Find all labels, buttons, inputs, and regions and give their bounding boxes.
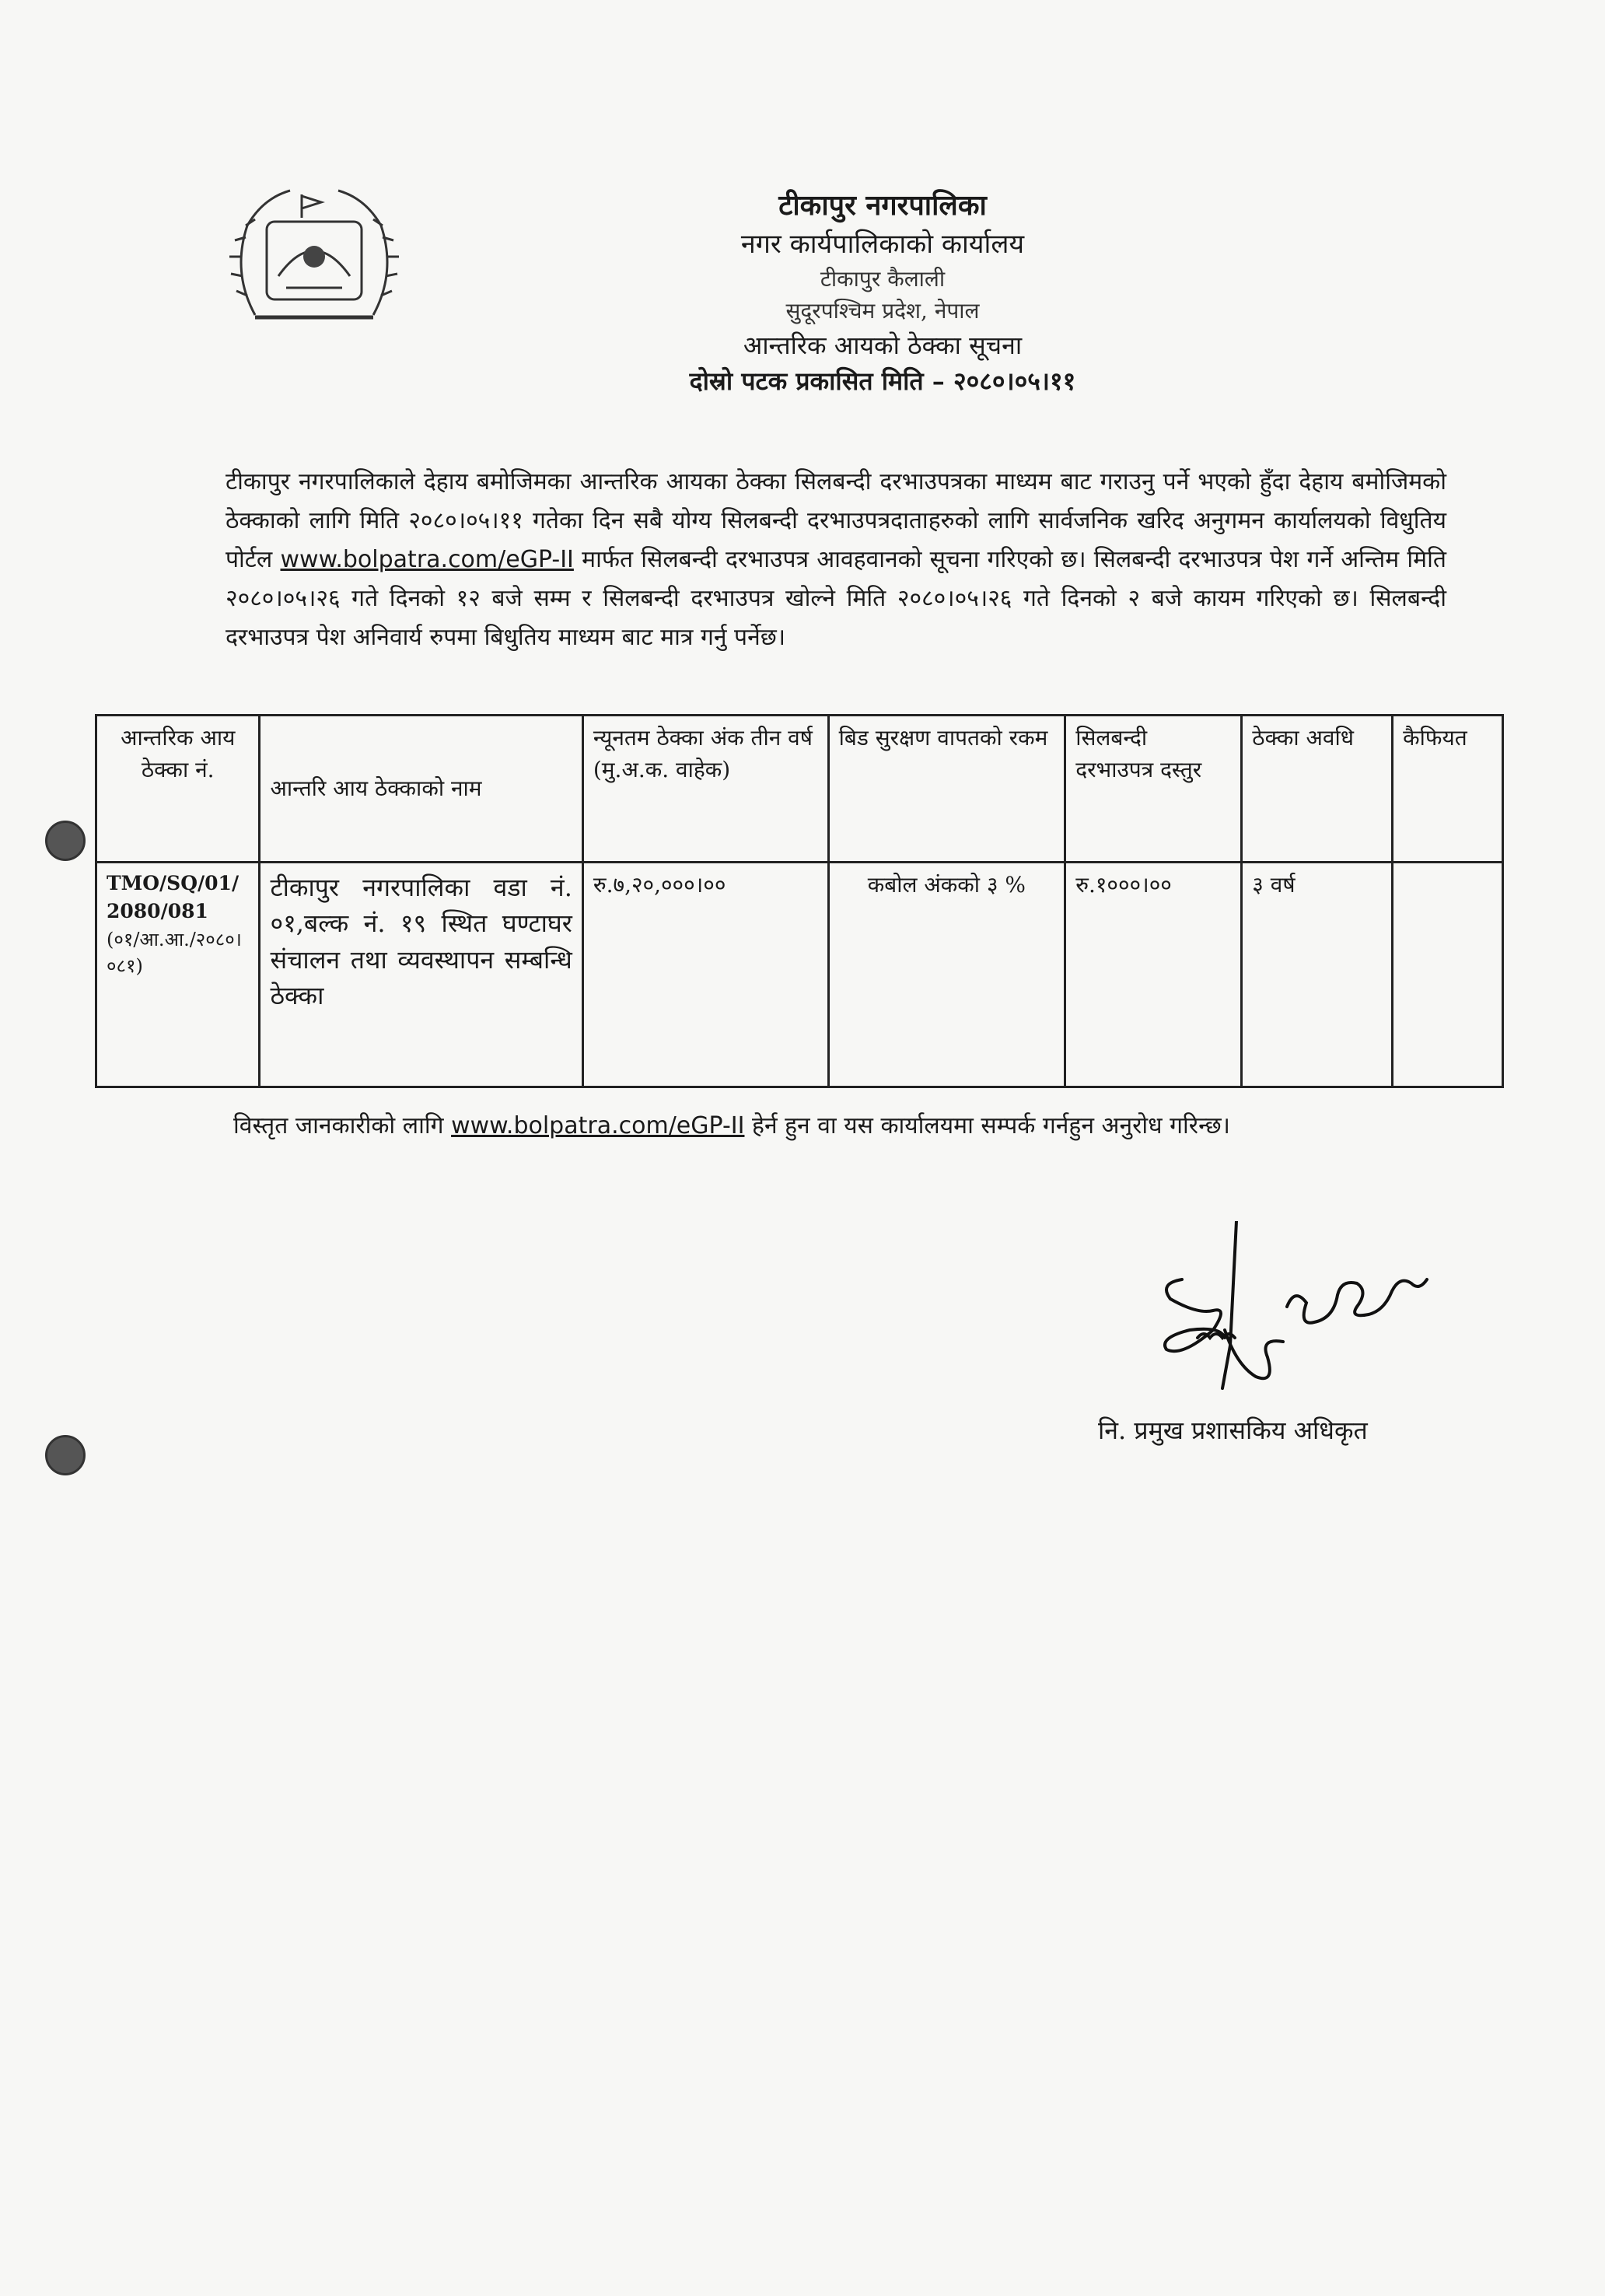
office-location: टीकापुर कैलाली bbox=[820, 266, 946, 292]
letterhead bbox=[435, 185, 1330, 399]
paragraph-part-1: टीकापुर नगरपालिकाले देहाय बमोजिमका आन्तरिक आयका ठेक्का सिलबन्दी दरभाउपत्रका माध्यम बाट गराउनु पर्ने भएको हुँदा देहाय बमोजिमको ठेक्काको लागि मिति २०८०।०५।११ गतेका दिन सबै योग्य सिलबन्दी दरभाउपत्रदाताहरुको लागि सार्वजनिक खरिद अनुगमन कार्यालयको विधुतिय पोर्टल bbox=[226, 468, 1446, 573]
cell-remarks bbox=[1393, 863, 1503, 1087]
punch-hole bbox=[45, 1435, 86, 1475]
header-contract-name: आन्तरि आय ठेक्काको नाम bbox=[260, 716, 582, 863]
header-duration: ठेक्का अवधि bbox=[1242, 716, 1393, 863]
cell-bid-security: कबोल अंकको ३ % bbox=[828, 863, 1065, 1087]
header-remarks: कैफियत bbox=[1393, 716, 1503, 863]
footer-suffix: हेर्न हुन वा यस कार्यालयमा सम्पर्क गर्नहुन अनुरोध गरिन्छ। bbox=[752, 1112, 1231, 1139]
notice-paragraph bbox=[226, 463, 1446, 657]
portal-link[interactable]: www.bolpatra.com/eGP-II bbox=[280, 546, 574, 573]
handwritten-signature bbox=[1151, 1221, 1462, 1408]
notice-title: आन्तरिक आयको ठेक्का सूचना bbox=[743, 330, 1023, 360]
municipality-emblem bbox=[224, 179, 404, 327]
signatory-title: नि. प्रमुख प्रशासकिय अधिकृत bbox=[1098, 1416, 1368, 1445]
cell-duration: ३ वर्ष bbox=[1242, 863, 1393, 1087]
cell-fee: रु.१०००।०० bbox=[1065, 863, 1242, 1087]
province-name: सुदूरपश्चिम प्रदेश, नेपाल bbox=[785, 298, 980, 324]
header-fee: सिलबन्दी दरभाउपत्र दस्तुर bbox=[1065, 716, 1242, 863]
cell-min-amount: रु.७,२०,०००।०० bbox=[582, 863, 828, 1087]
footer-note bbox=[233, 1108, 1446, 1140]
cell-contract-no bbox=[96, 863, 260, 1087]
header-min-amount: न्यूनतम ठेक्का अंक तीन वर्ष (मु.अ.क. वाहेक) bbox=[582, 716, 828, 863]
municipality-name: टीकापुर नगरपालिका bbox=[778, 189, 987, 222]
table-row bbox=[96, 863, 1503, 1087]
contract-ref-code: TMO/SQ/01/2080/081 bbox=[107, 872, 240, 923]
paragraph-part-2: मार्फत सिलबन्दी दरभाउपत्र आवहवानको सूचना गरिएको छ। सिलबन्दी दरभाउपत्र पेश गर्ने अन्तिम मिति २०८०।०५।२६ गते दिनको १२ बजे सम्म र सिलबन्दी दरभाउपत्र खोल्ने मिति २०८०।०५।२६ गते दिनको २ बजे कायम गरिएको छ। सिलबन्दी दरभाउपत्र पेश अनिवार्य रुपमा बिधुतिय माध्यम बाट मात्र गर्नु पर्नेछ। bbox=[226, 546, 1446, 651]
publish-date: दोस्रो पटक प्रकासित मिति – २०८०।०५।११ bbox=[689, 366, 1076, 397]
footer-prefix: विस्तृत जानकारीको लागि bbox=[233, 1112, 444, 1139]
header-contract-no: आन्तरिक आय ठेक्का नं. bbox=[96, 716, 260, 863]
table-header-row bbox=[96, 716, 1503, 863]
contract-ref-sub: (०१/आ.आ./२०८०।०८१) bbox=[107, 928, 242, 978]
contract-table bbox=[95, 714, 1504, 1088]
footer-portal-link[interactable]: www.bolpatra.com/eGP-II bbox=[451, 1112, 745, 1139]
punch-hole bbox=[45, 821, 86, 861]
header-bid-security: बिड सुरक्षण वापतको रकम bbox=[828, 716, 1065, 863]
cell-contract-name: टीकापुर नगरपालिका वडा नं. ०१,बल्क नं. १९ स्थित घण्टाघर संचालन तथा व्यवस्थापन सम्बन्धि ठेक्का bbox=[260, 863, 582, 1087]
office-name: नगर कार्यपालिकाको कार्यालय bbox=[740, 229, 1025, 261]
